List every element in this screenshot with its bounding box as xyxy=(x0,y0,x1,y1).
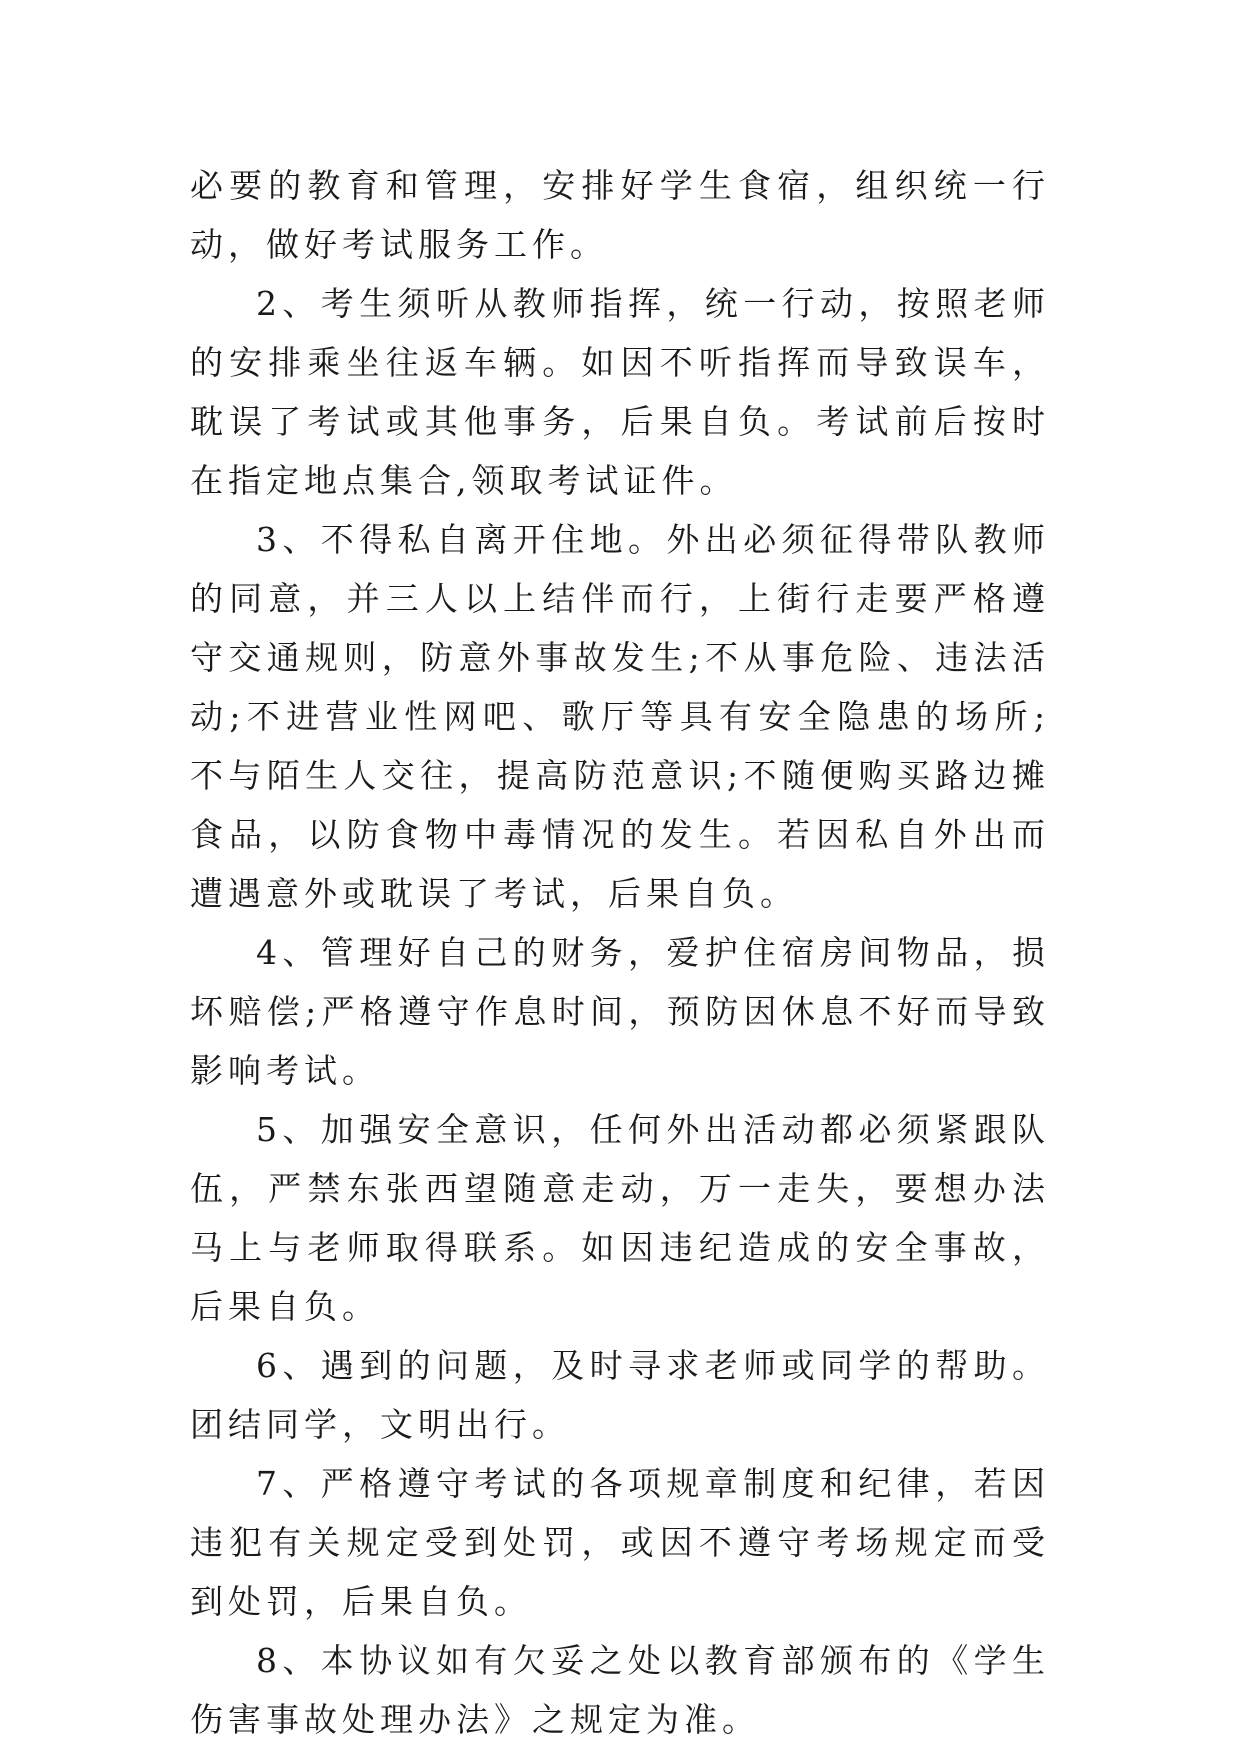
paragraph-item-6: 6、遇到的问题，及时寻求老师或同学的帮助。团结同学，文明出行。 xyxy=(190,1346,1050,1444)
paragraph-item-7: 7、严格遵守考试的各项规章制度和纪律，若因违犯有关规定受到处罚，或因不遵守考场规定而受到处罚，后果自负。 xyxy=(190,1464,1050,1621)
paragraph-item-3: 3、不得私自离开住地。外出必须征得带队教师的同意，并三人以上结伴而行，上街行走要严格遵守交通规则，防意外事故发生;不从事危险、违法活动;不进营业性网吧、歌厅等具有安全隐患的场所;不与陌生人交往，提高防范意识;不随便购买路边摊食品，以防食物中毒情况的发生。若因私自外出而遭遇意外或耽误了考试，后果自负。 xyxy=(190,520,1050,913)
paragraph-item-5: 5、加强安全意识，任何外出活动都必须紧跟队伍，严禁东张西望随意走动，万一走失，要想办法马上与老师取得联系。如因违纪造成的安全事故，后果自负。 xyxy=(190,1110,1050,1326)
paragraph-item-4: 4、管理好自己的财务，爱护住宿房间物品，损坏赔偿;严格遵守作息时间，预防因休息不好而导致影响考试。 xyxy=(190,933,1050,1090)
document-body xyxy=(190,156,1050,1749)
paragraph-item-8: 8、本协议如有欠妥之处以教育部颁布的《学生伤害事故处理办法》之规定为准。 xyxy=(190,1641,1050,1739)
paragraph-continuation: 必要的教育和管理，安排好学生食宿，组织统一行动，做好考试服务工作。 xyxy=(190,166,1050,264)
paragraph-item-2: 2、考生须听从教师指挥，统一行动，按照老师的安排乘坐往返车辆。如因不听指挥而导致误车，耽误了考试或其他事务，后果自负。考试前后按时在指定地点集合,领取考试证件。 xyxy=(190,284,1050,500)
